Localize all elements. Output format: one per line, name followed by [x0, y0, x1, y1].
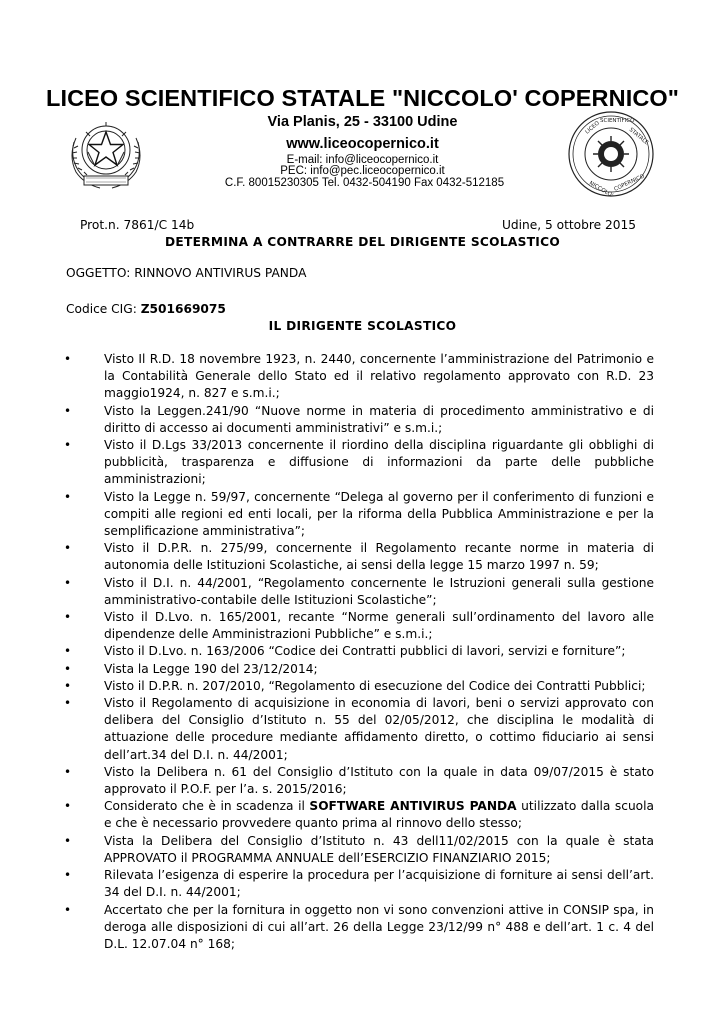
list-item: • Visto Il R.D. 18 novembre 1923, n. 2440, concernente l’amministrazione del Patrimonio e la Contabilità Generale dello Stato ed il relativo regolamento approvato con R.D. 23 maggio1924, n. 827 e s.m.i.; [64, 352, 654, 401]
bullet-icon: • [64, 438, 72, 453]
list-item: • Vista la Delibera del Consiglio d’Istituto n. 43 dell11/02/2015 con la quale è stata APPROVATO il PROGRAMMA ANNUALE dell’ESERCIZIO FINANZIARIO 2015; [64, 833, 654, 865]
bullet-icon: • [64, 799, 72, 814]
protocol-number: Prot.n. 7861/C 14b [80, 218, 195, 232]
school-pec: PEC: info@pec.liceocopernico.it [280, 165, 445, 177]
svg-text:COPERNICO: COPERNICO [613, 173, 646, 193]
bullet-icon: • [64, 610, 72, 625]
list-item: • Visto il D.I. n. 44/2001, “Regolamento concernente le Istruzioni generali sulla gestione amministrativo-contabile delle Istituzioni Scolastiche”; [64, 575, 654, 607]
bullet-icon: • [64, 644, 72, 659]
svg-text:NICCOLO': NICCOLO' [588, 180, 614, 198]
list-item: • Visto la Delibera n. 61 del Consiglio d’Istituto con la quale in data 09/07/2015 è stato approvato il P.O.F. per l’a. s. 2015/2016; [64, 764, 654, 797]
svg-text:LICEO: LICEO [584, 120, 601, 136]
bullet-icon: • [64, 678, 72, 693]
list-item: • Visto il D.P.R. n. 207/2010, “Regolamento di esecuzione del Codice dei Contratti Pubblici; [0, 678, 654, 695]
svg-text:SCIENTIFICO: SCIENTIFICO [600, 118, 635, 124]
bullet-icon: • [64, 403, 72, 418]
list-item: • Visto la Legge n. 59/97, concernente “Delega al governo per il conferimento di funzioni e compiti alle regioni ed enti locali, per la riforma della Pubblica Amministrazione e per la semplificazione amministrativa”; [64, 489, 654, 539]
bullet-icon: • [64, 868, 72, 883]
bullet-icon: • [64, 489, 72, 504]
school-email: E-mail: info@liceocopernico.it [286, 154, 439, 166]
bullet-icon: • [64, 764, 72, 779]
list-item: • Visto il D.Lvo. n. 165/2001, recante “Norme generali sull’ordinamento del lavoro alle dipendenze delle Amministrazioni Pubbliche” e s.m.i.; [64, 610, 654, 642]
bullet-icon: • [64, 833, 72, 848]
bullet-icon: • [64, 902, 72, 917]
bullet-icon: • [64, 696, 72, 711]
school-address: Via Planis, 25 - 33100 Udine [267, 114, 458, 130]
cig-value: Z501669075 [140, 302, 226, 316]
place-date: Udine, 5 ottobre 2015 [502, 218, 636, 232]
bullet-icon: • [64, 541, 72, 556]
section-title: IL DIRIGENTE SCOLASTICO [268, 319, 457, 333]
document-subject: OGGETTO: RINNOVO ANTIVIRUS PANDA [66, 266, 307, 280]
svg-text:STATALE: STATALE [627, 126, 650, 147]
list-item: • Considerato che è in scadenza il SOFTWARE ANTIVIRUS PANDA utilizzato dalla scuola e che è necessario provvedere quanto prima al rinnovo dello stesso; [64, 799, 654, 831]
list-item: • Vista la Legge 190 del 23/12/2014; [0, 661, 654, 678]
list-item: • Visto il D.Lgs 33/2013 concernente il riordino della disciplina riguardante gli obblighi di pubblicità, trasparenza e diffusione di informazioni da parte delle pubbliche amministrazioni; [64, 438, 654, 487]
list-item: • Accertato che per la fornitura in oggetto non vi sono convenzioni attive in CONSIP spa, in deroga alle disposizioni di cui all’art. 26 della Legge 23/12/99 n° 488 e dell’art. 1 c. 4 del D.L. 12.07.04 n° 168; [64, 902, 654, 951]
cig-label: Codice CIG: [66, 302, 141, 316]
list-item: • Visto il D.P.R. n. 275/99, concernente il Regolamento recante norme in materia di autonomia delle Istituzioni Scolastiche, ai sensi della legge 15 marzo 1997 n. 59; [64, 541, 654, 573]
list-item: • Visto il D.Lvo. n. 163/2006 “Codice dei Contratti pubblici di lavori, servizi e forniture”; [0, 643, 654, 660]
premises-list [0, 351, 725, 953]
school-website: www.liceocopernico.it [286, 136, 439, 152]
school-fiscal-phone-fax: C.F. 80015230305 Tel. 0432-504190 Fax 0432-512185 [224, 177, 505, 189]
bullet-icon: • [64, 661, 72, 676]
list-item: • Rilevata l’esigenza di esperire la procedura per l’acquisizione di forniture ai sensi dell’art. 34 del D.I. n. 44/2001; [64, 868, 654, 900]
software-name: SOFTWARE ANTIVIRUS PANDA [309, 799, 517, 814]
list-item: • Visto il Regolamento di acquisizione in economia di lavori, beni o servizi approvato con delibera del Consiglio d’Istituto n. 55 del 02/05/2012, che disciplina le modalità di attuazione delle procedure mediante affidamento diretto, o cottimo fiduciario ai sensi dell’art.34 del D.I. n. 44/2001; [64, 696, 654, 762]
cig-code [66, 302, 226, 316]
list-item: • Visto la Leggen.241/90 “Nuove norme in materia di procedimento amministrativo e di diritto di accesso ai documenti amministrativi” e s.m.i.; [64, 403, 654, 435]
bullet-icon: • [64, 352, 72, 366]
bullet-icon: • [64, 575, 72, 590]
document-title: DETERMINA A CONTRARRE DEL DIRIGENTE SCOLASTICO [164, 235, 561, 249]
school-name: LICEO SCIENTIFICO STATALE "NICCOLO' COPERNICO" [45, 85, 680, 111]
